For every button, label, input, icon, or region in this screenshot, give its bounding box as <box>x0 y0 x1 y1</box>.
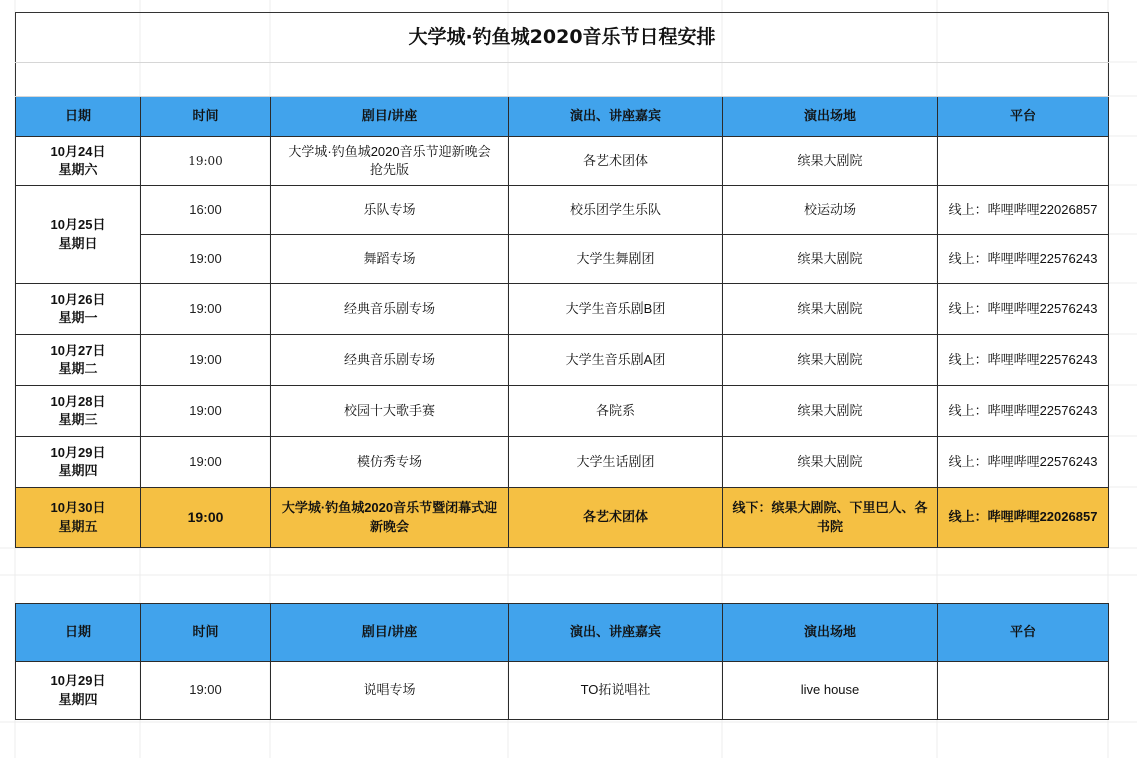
table-row <box>16 235 1109 284</box>
venue-text-line1: 线下：缤果大剧院、下里巴人、各 <box>732 500 928 516</box>
program-cell[interactable]: 经典音乐剧专场 <box>271 335 509 386</box>
header-row <box>16 97 1109 137</box>
venue-cell[interactable]: 缤果大剧院 <box>723 235 938 284</box>
schedule-table <box>15 12 1109 548</box>
guest-cell[interactable]: TO拓说唱社 <box>509 662 723 720</box>
platform-cell[interactable]: 线上：哔哩哔哩22576243 <box>938 284 1109 335</box>
platform-cell[interactable]: 线上：哔哩哔哩22026857 <box>938 488 1109 548</box>
date-cell[interactable] <box>16 137 141 186</box>
time-cell[interactable]: 19:00 <box>141 137 271 186</box>
table-row <box>16 662 1109 720</box>
guest-cell[interactable]: 各艺术团体 <box>509 137 723 186</box>
guest-cell[interactable]: 大学生话剧团 <box>509 437 723 488</box>
header-venue[interactable]: 演出场地 <box>723 97 938 137</box>
header-time[interactable]: 时间 <box>141 97 271 137</box>
table-row <box>16 284 1109 335</box>
platform-cell[interactable]: 线上：哔哩哔哩22576243 <box>938 335 1109 386</box>
date-cell[interactable] <box>16 386 141 437</box>
platform-cell[interactable]: 线上：哔哩哔哩22576243 <box>938 235 1109 284</box>
program-text-line1: 大学城·钓鱼城2020音乐节暨闭幕式迎 <box>281 500 498 516</box>
venue-cell[interactable] <box>723 488 938 548</box>
platform-cell[interactable] <box>938 137 1109 186</box>
table-row <box>16 137 1109 186</box>
date-text: 10月29日 <box>50 673 106 689</box>
platform-cell[interactable]: 线上：哔哩哔哩22026857 <box>938 186 1109 235</box>
program-text-line2: 新晚会 <box>369 518 409 534</box>
platform-cell[interactable]: 线上：哔哩哔哩22576243 <box>938 437 1109 488</box>
table-row <box>16 437 1109 488</box>
program-text-line2: 抢先版 <box>369 162 409 177</box>
venue-cell[interactable]: live house <box>723 662 938 720</box>
program-cell[interactable]: 乐队专场 <box>271 186 509 235</box>
date-text: 10月30日 <box>50 500 106 516</box>
venue-cell[interactable]: 缤果大剧院 <box>723 335 938 386</box>
date-cell[interactable] <box>16 284 141 335</box>
venue-cell[interactable]: 缤果大剧院 <box>723 137 938 186</box>
date-cell[interactable] <box>16 662 141 720</box>
platform-cell[interactable]: 线上：哔哩哔哩22576243 <box>938 386 1109 437</box>
weekday-text: 星期四 <box>58 463 98 478</box>
header-program[interactable]: 剧目/讲座 <box>271 604 509 662</box>
table-row <box>16 386 1109 437</box>
time-cell[interactable]: 19:00 <box>141 335 271 386</box>
guest-cell[interactable]: 各院系 <box>509 386 723 437</box>
time-cell[interactable]: 19:00 <box>141 437 271 488</box>
venue-text-line2: 书院 <box>816 518 843 534</box>
weekday-text: 星期日 <box>58 235 98 251</box>
header-venue[interactable]: 演出场地 <box>723 604 938 662</box>
table-row <box>16 186 1109 235</box>
weekday-text: 星期一 <box>58 310 98 325</box>
time-cell[interactable]: 19:00 <box>141 284 271 335</box>
weekday-text: 星期五 <box>58 518 98 534</box>
date-cell[interactable] <box>16 488 141 548</box>
program-cell[interactable]: 经典音乐剧专场 <box>271 284 509 335</box>
blank-cell[interactable] <box>16 63 1109 97</box>
date-text: 10月25日 <box>50 217 106 233</box>
time-cell[interactable]: 19:00 <box>141 386 271 437</box>
guest-cell[interactable]: 校乐团学生乐队 <box>509 186 723 235</box>
guest-cell[interactable]: 大学生音乐剧A团 <box>509 335 723 386</box>
date-cell[interactable] <box>16 186 141 284</box>
weekday-text: 星期四 <box>58 691 98 707</box>
date-text: 10月27日 <box>50 342 106 358</box>
table-row-highlighted <box>16 488 1109 548</box>
header-program[interactable]: 剧目/讲座 <box>271 97 509 137</box>
time-cell[interactable]: 19:00 <box>141 662 271 720</box>
header-time[interactable]: 时间 <box>141 604 271 662</box>
blank-row <box>16 63 1109 97</box>
program-cell[interactable]: 模仿秀专场 <box>271 437 509 488</box>
table-row <box>16 335 1109 386</box>
venue-cell[interactable]: 校运动场 <box>723 186 938 235</box>
program-cell[interactable] <box>271 137 509 186</box>
guest-cell[interactable]: 大学生音乐剧B团 <box>509 284 723 335</box>
platform-cell[interactable] <box>938 662 1109 720</box>
time-cell[interactable]: 16:00 <box>141 186 271 235</box>
time-cell[interactable]: 19:00 <box>141 235 271 284</box>
header-row <box>16 604 1109 662</box>
date-cell[interactable] <box>16 335 141 386</box>
guest-cell[interactable]: 大学生舞剧团 <box>509 235 723 284</box>
header-date[interactable]: 日期 <box>16 604 141 662</box>
header-platform[interactable]: 平台 <box>938 97 1109 137</box>
venue-cell[interactable]: 缤果大剧院 <box>723 386 938 437</box>
page-title[interactable]: 大学城·钓鱼城2020音乐节日程安排 <box>16 13 1109 63</box>
weekday-text: 星期六 <box>58 162 98 177</box>
weekday-text: 星期二 <box>58 361 98 376</box>
header-guest[interactable]: 演出、讲座嘉宾 <box>509 604 723 662</box>
date-text: 10月29日 <box>50 444 106 460</box>
header-guest[interactable]: 演出、讲座嘉宾 <box>509 97 723 137</box>
date-cell[interactable] <box>16 437 141 488</box>
program-cell[interactable]: 说唱专场 <box>271 662 509 720</box>
date-text: 10月26日 <box>50 291 106 307</box>
program-cell[interactable]: 舞蹈专场 <box>271 235 509 284</box>
header-platform[interactable]: 平台 <box>938 604 1109 662</box>
weekday-text: 星期三 <box>58 412 98 427</box>
venue-cell[interactable]: 缤果大剧院 <box>723 437 938 488</box>
date-text: 10月24日 <box>50 143 106 159</box>
header-date[interactable]: 日期 <box>16 97 141 137</box>
title-row <box>16 13 1109 63</box>
program-cell[interactable] <box>271 488 509 548</box>
venue-cell[interactable]: 缤果大剧院 <box>723 284 938 335</box>
extra-schedule-table <box>15 603 1109 720</box>
program-cell[interactable]: 校园十大歌手赛 <box>271 386 509 437</box>
time-cell[interactable]: 19:00 <box>141 488 271 548</box>
program-text-line1: 大学城·钓鱼城2020音乐节迎新晚会 <box>288 143 491 159</box>
date-text: 10月28日 <box>50 393 106 409</box>
guest-cell[interactable]: 各艺术团体 <box>509 488 723 548</box>
